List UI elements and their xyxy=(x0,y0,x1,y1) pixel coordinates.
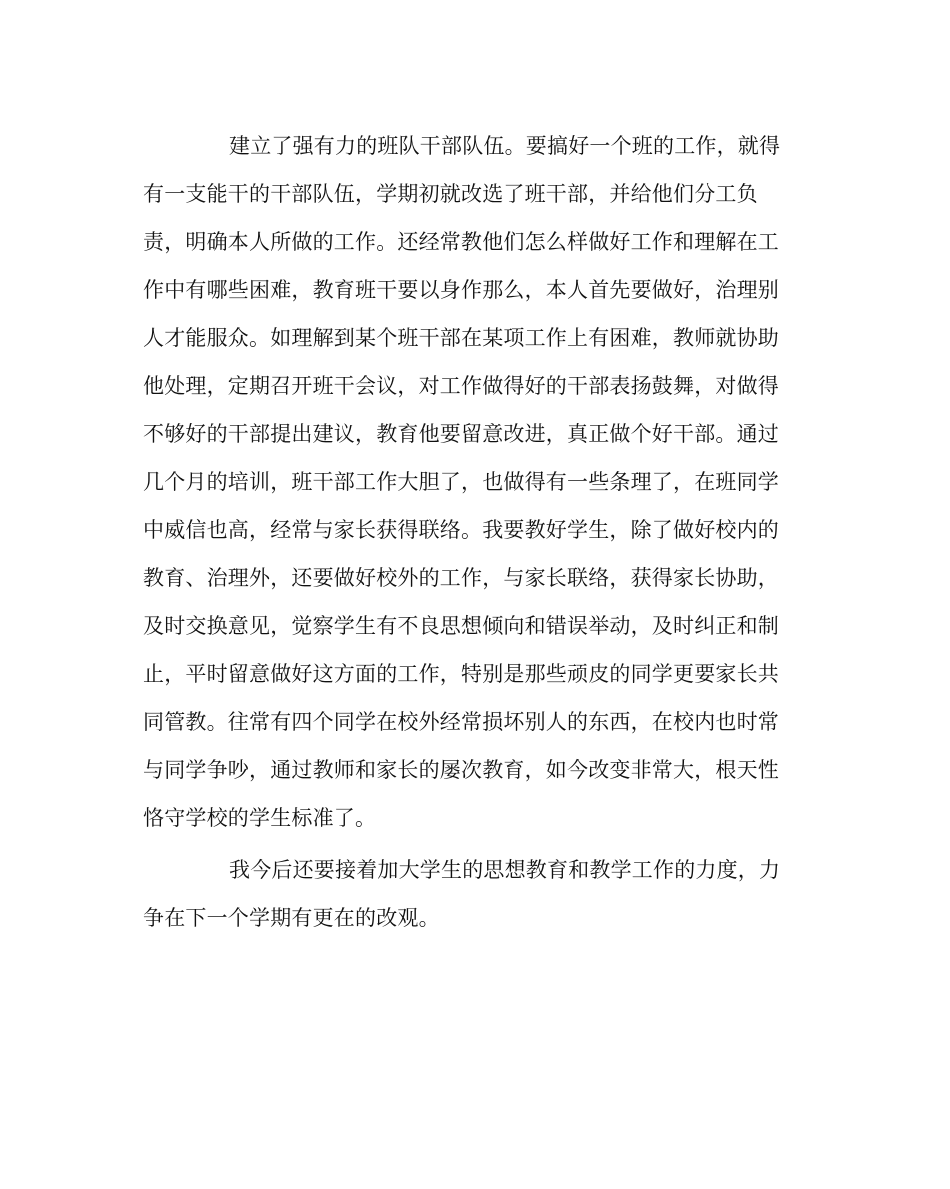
paragraph-line: 人才能服众。如理解到某个班干部在某项工作上有困难，教师就协助 xyxy=(143,326,779,350)
paragraph-line: 止，平时留意做好这方面的工作，特别是那些顽皮的同学更要家长共 xyxy=(143,662,779,686)
paragraph-line: 恪守学校的学生标准了。 xyxy=(143,806,377,830)
paragraph-line: 几个月的培训，班干部工作大胆了，也做得有一些条理了，在班同学 xyxy=(143,470,779,494)
paragraph-line: 我今后还要接着加大学生的思想教育和教学工作的力度，力 xyxy=(229,858,781,882)
paragraph-line: 教育、治理外，还要做好校外的工作，与家长联络，获得家长协助， xyxy=(143,566,779,590)
paragraph-line: 争在下一个学期有更在的改观。 xyxy=(143,906,440,930)
paragraph-line: 作中有哪些困难，教育班干要以身作那么，本人首先要做好，治理别 xyxy=(143,278,779,302)
paragraph-line: 有一支能干的干部队伍，学期初就改选了班干部，并给他们分工负 xyxy=(143,182,758,206)
paragraph-line: 责，明确本人所做的工作。还经常教他们怎么样做好工作和理解在工 xyxy=(143,230,779,254)
paragraph-line: 及时交换意见，觉察学生有不良思想倾向和错误举动，及时纠正和制 xyxy=(143,614,779,638)
paragraph-line: 他处理，定期召开班干会议，对工作做得好的干部表扬鼓舞，对做得 xyxy=(143,374,779,398)
paragraph-line: 建立了强有力的班队干部队伍。要搞好一个班的工作，就得 xyxy=(229,134,781,158)
paragraph-line: 与同学争吵，通过教师和家长的屡次教育，如今改变非常大，根天性 xyxy=(143,758,779,782)
paragraph-line: 同管教。往常有四个同学在校外经常损坏别人的东西，在校内也时常 xyxy=(143,710,779,734)
paragraph-line: 中威信也高，经常与家长获得联络。我要教好学生，除了做好校内的 xyxy=(143,518,779,542)
paragraph-line: 不够好的干部提出建议，教育他要留意改进，真正做个好干部。通过 xyxy=(143,422,779,446)
